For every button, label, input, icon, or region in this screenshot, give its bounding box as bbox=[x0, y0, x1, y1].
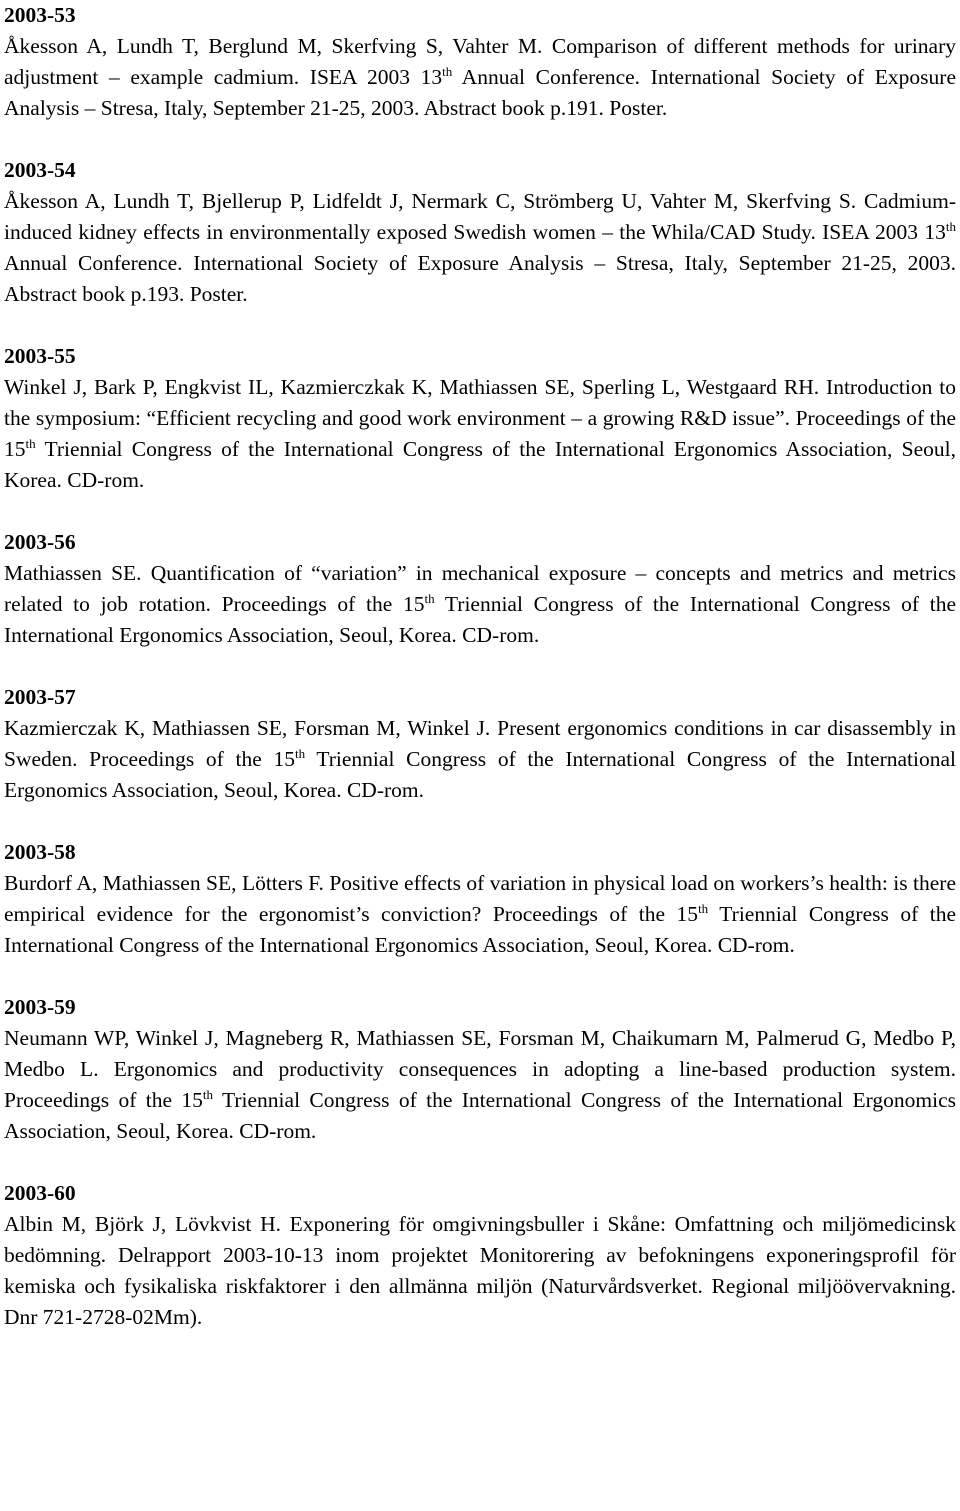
citation-text: Triennial Congress of the International Congress of the International Ergonomics Association, Seoul, Korea. CD-rom. bbox=[4, 592, 956, 647]
entry-id: 2003-60 bbox=[4, 1181, 76, 1205]
entry-citation bbox=[4, 868, 956, 961]
entry-id: 2003-54 bbox=[4, 158, 76, 182]
citation-text: Mathiassen SE. Quantification of “variation” in mechanical exposure – concepts and metrics and metrics related to job rotation. Proceedings of the 15 bbox=[4, 561, 956, 616]
citation-text: Triennial Congress of the International Congress of the International Ergonomics Association, Seoul, Korea. CD-rom. bbox=[4, 902, 956, 957]
entry-gap bbox=[4, 806, 956, 837]
reference-list bbox=[4, 0, 956, 1333]
reference-entry bbox=[4, 837, 956, 961]
entry-citation bbox=[4, 372, 956, 496]
citation-text: Åkesson A, Lundh T, Bjellerup P, Lidfeldt J, Nermark C, Strömberg U, Vahter M, Skerfving S. Cadmium-induced kidney effects in environmentally exposed Swedish women – the Whila/CAD Study. ISEA 2003 13 bbox=[4, 189, 956, 244]
ordinal-suffix: th bbox=[294, 745, 306, 761]
reference-entry bbox=[4, 0, 956, 124]
entry-id: 2003-59 bbox=[4, 995, 76, 1019]
entry-id: 2003-58 bbox=[4, 840, 76, 864]
citation-text: Triennial Congress of the International Congress of the International Ergonomics Association, Seoul, Korea. CD-rom. bbox=[4, 437, 956, 492]
citation-text: Burdorf A, Mathiassen SE, Lötters F. Positive effects of variation in physical load on workers’s health: is there empirical evidence for the ergonomist’s conviction? Proceedings of the 15 bbox=[4, 871, 956, 926]
entry-gap bbox=[4, 651, 956, 682]
entry-citation bbox=[4, 31, 956, 124]
citation-text: Albin M, Björk J, Lövkvist H. Exponering för omgivningsbuller i Skåne: Omfattning och miljömedicinsk bedömning. Delrapport 2003-10-13 inom projektet Monitorering av befokningens exponeringsprofil för kemiska och fysikaliska riskfaktorer i den allmänna miljön (Naturvårdsverket. Regional miljöövervakning. Dnr 721-2728-02Mm). bbox=[4, 1212, 956, 1329]
ordinal-suffix: th bbox=[25, 435, 36, 451]
reference-entry bbox=[4, 682, 956, 806]
ordinal-suffix: th bbox=[424, 590, 435, 606]
entry-gap bbox=[4, 310, 956, 341]
reference-entry bbox=[4, 527, 956, 651]
reference-entry bbox=[4, 341, 956, 496]
citation-text: Winkel J, Bark P, Engkvist IL, Kazmierczkak K, Mathiassen SE, Sperling L, Westgaard RH. Introduction to the symposium: “Efficient recycling and good work environment – a growing R&D issue”. Proceedings of the 15 bbox=[4, 375, 956, 461]
entry-id: 2003-53 bbox=[4, 3, 76, 27]
ordinal-suffix: th bbox=[442, 63, 453, 79]
entry-gap bbox=[4, 496, 956, 527]
entry-citation bbox=[4, 713, 956, 806]
citation-text: Neumann WP, Winkel J, Magneberg R, Mathiassen SE, Forsman M, Chaikumarn M, Palmerud G, Medbo P, Medbo L. Ergonomics and productivity consequences in adopting a line-based production system. Proceedings of the 15 bbox=[4, 1026, 956, 1112]
entry-citation bbox=[4, 1023, 956, 1147]
entry-id: 2003-56 bbox=[4, 530, 76, 554]
citation-text: Åkesson A, Lundh T, Berglund M, Skerfving S, Vahter M. Comparison of different methods for urinary adjustment – example cadmium. ISEA 2003 13 bbox=[4, 34, 956, 89]
ordinal-suffix: th bbox=[698, 900, 709, 916]
reference-entry bbox=[4, 155, 956, 310]
reference-entry bbox=[4, 1178, 956, 1333]
entry-id: 2003-57 bbox=[4, 685, 76, 709]
citation-text: Kazmierczak K, Mathiassen SE, Forsman M, Winkel J. Present ergonomics conditions in car disassembly in Sweden. Proceedings of the 15 bbox=[4, 716, 956, 771]
citation-text: Triennial Congress of the International Congress of the International Ergonomics Association, Seoul, Korea. CD-rom. bbox=[4, 747, 956, 802]
citation-text: Annual Conference. International Society of Exposure Analysis – Stresa, Italy, September 21-25, 2003. Abstract book p.193. Poster. bbox=[4, 251, 956, 306]
ordinal-suffix: th bbox=[945, 218, 956, 234]
entry-id: 2003-55 bbox=[4, 344, 76, 368]
entry-citation bbox=[4, 1209, 956, 1333]
entry-gap bbox=[4, 961, 956, 992]
entry-gap bbox=[4, 1147, 956, 1178]
entry-citation bbox=[4, 558, 956, 651]
reference-entry bbox=[4, 992, 956, 1147]
entry-citation bbox=[4, 186, 956, 310]
citation-text: Triennial Congress of the International Congress of the International Ergonomics Association, Seoul, Korea. CD-rom. bbox=[4, 1088, 956, 1143]
entry-gap bbox=[4, 124, 956, 155]
citation-text: Annual Conference. International Society of Exposure Analysis – Stresa, Italy, September 21-25, 2003. Abstract book p.191. Poster. bbox=[4, 65, 956, 120]
ordinal-suffix: th bbox=[202, 1086, 214, 1102]
